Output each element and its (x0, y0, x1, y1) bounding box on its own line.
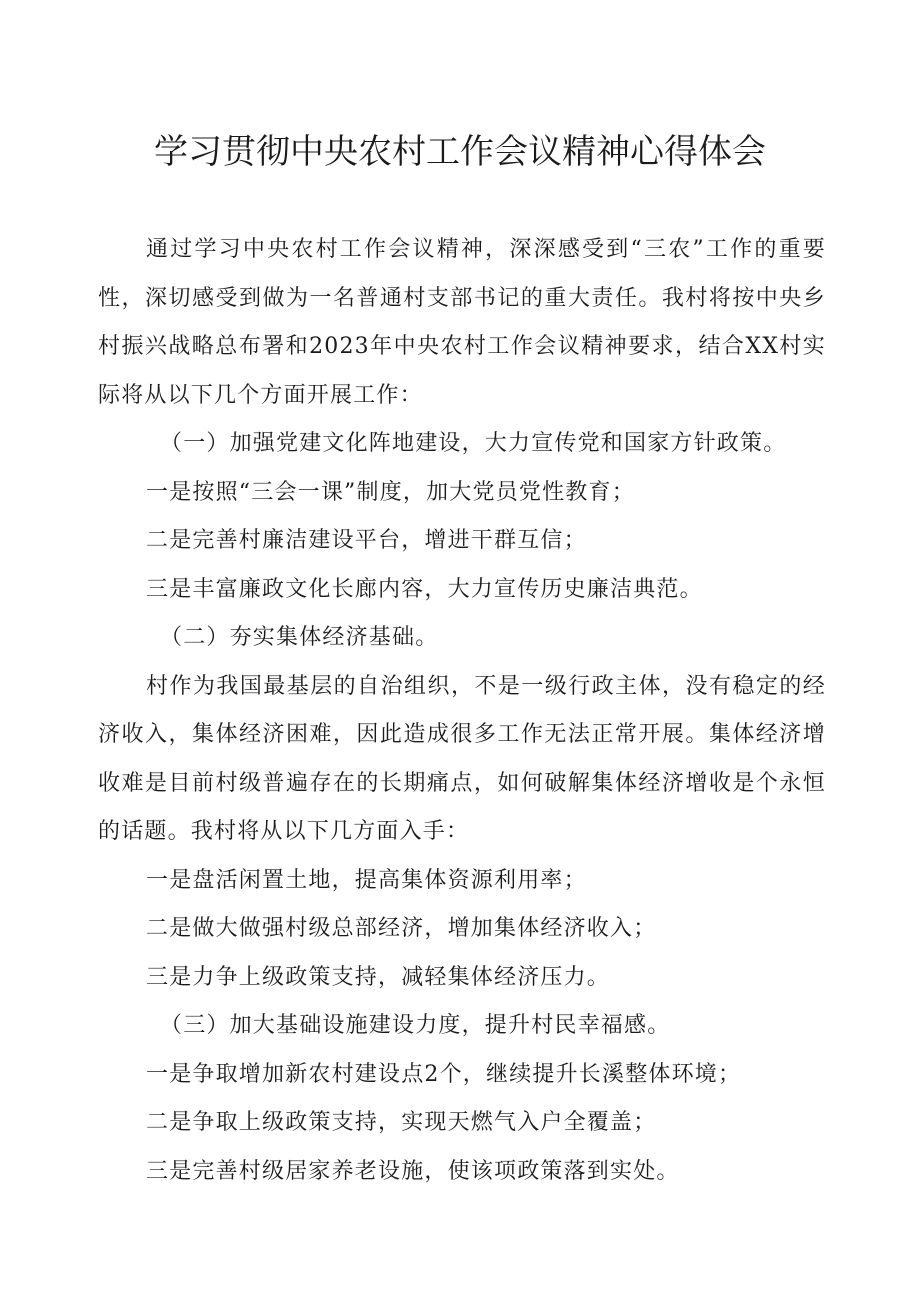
list-item: 一是盘活闲置土地，提高集体资源利用率； (146, 867, 587, 893)
section-heading-1: （一）加强党建文化阵地建设，大力宣传党和国家方针政策。 (160, 431, 787, 456)
section-heading-2: （二）夯实集体经济基础。 (160, 625, 439, 650)
list-item: 二是完善村廉洁建设平台，增进干群互信； (146, 528, 587, 553)
list-item: 一是按照“三会一课”制度，加大党员党性教育； (146, 479, 635, 505)
list-item: 一是争取增加新农村建设点2个，继续提升长溪整体环境； (146, 1061, 742, 1087)
list-item: 三是丰富廉政文化长廊内容，大力宣传历史廉洁典范。 (146, 576, 703, 602)
list-item: 二是做大做强村级总部经济，增加集体经济收入； (146, 916, 657, 941)
body-paragraph: 村作为我国最基层的自治组织，不是一级行政主体，没有稳定的经济收入，集体经济困难，因此造成很多工作无法正常开展。集体经济增收难是目前村级普遍存在的长期痛点，如何破解集体经济增收是个永恒的话题。我村将从以下几方面入手： (98, 673, 826, 844)
section-heading-3: （三）加大基础设施建设力度，提升村民幸福感。 (160, 1013, 671, 1038)
list-item: 三是力争上级政策支持，减轻集体经济压力。 (146, 964, 611, 990)
list-item: 二是争取上级政策支持，实现天燃气入户全覆盖； (146, 1110, 657, 1135)
list-item: 三是完善村级居家养老设施，使该项政策落到实处。 (146, 1158, 680, 1184)
document-body (98, 226, 826, 1196)
document-title: 学习贯彻中央农村工作会议精神心得体会 (154, 132, 766, 172)
intro-paragraph: 通过学习中央农村工作会议精神，深深感受到“三农”工作的重要性，深切感受到做为一名普通村支部书记的重大责任。我村将按中央乡村振兴战略总布署和2023年中央农村工作会议精神要求，结合XX村实际将从以下几个方面开展工作： (98, 237, 826, 408)
